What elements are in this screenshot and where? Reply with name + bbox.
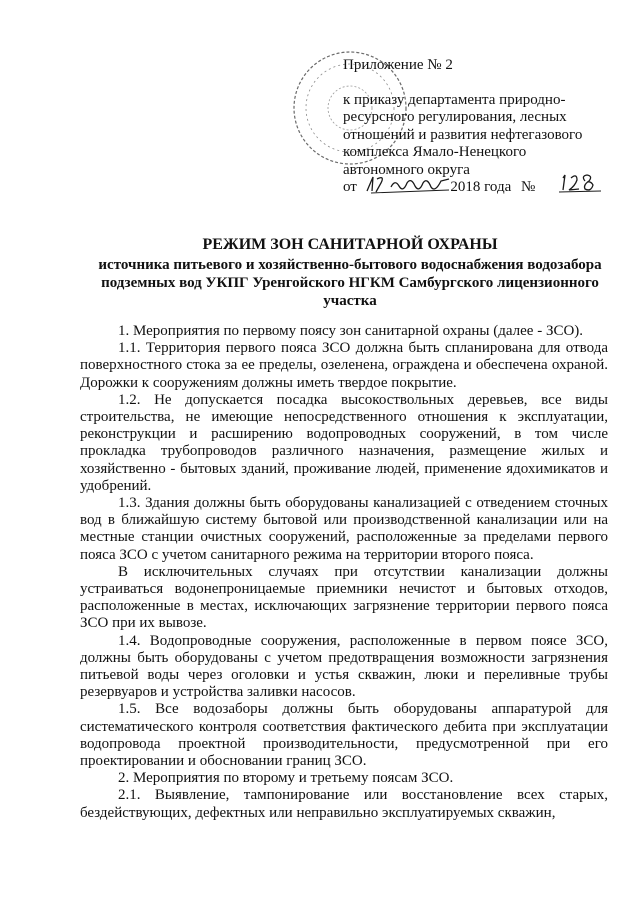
paragraph: В исключительных случаях при отсутствии канализации должны устраиваться водонепроницаемые приемники нечистот и бытовых отходов, расположенные в местах, исключающих загрязнение территории первого пояса ЗСО при их вывозе.: [80, 563, 608, 632]
paragraph: 1. Мероприятия по первому поясу зон санитарной охраны (далее - ЗСО).: [118, 323, 584, 339]
paragraph: 2.1. Выявление, тампонирование или восстановление всех старых, бездействующих, дефектных или неправильно эксплуатируемых скважин,: [80, 787, 608, 821]
paragraph: 1.2. Не допускается посадка высокоствольных деревьев, все виды строительства, не имеющие непосредственного отношения к эксплуатации, реконструкции и расширению водопроводных сооружений, в том числе прокладка трубопроводов различного назначения, размещение жилых и хозяйственно - бытовых зданий, проживание людей, применение ядохимикатов и удобрений.: [80, 391, 608, 494]
appendix-date-row: [343, 179, 613, 197]
date-prefix: от: [343, 179, 357, 195]
appendix-line: комплекса Ямало-Ненецкого: [343, 144, 527, 160]
number-sign: №: [521, 179, 536, 195]
paragraph: 1.1. Территория первого пояса ЗСО должна быть спланирована для отвода поверхностного стока за ее пределы, озеленена, ограждена и обеспечена охраной. Дорожки к сооружениям должны иметь твердое покрытие.: [80, 340, 608, 391]
heading-sub: источника питьевого и хозяйственно-бытового водоснабжения водозабора подземных вод УКПГ Уренгойского НГКМ Самбургского лицензионного участка: [98, 257, 602, 309]
document-heading: [90, 236, 610, 310]
paragraph: 1.3. Здания должны быть оборудованы канализацией с отведением сточных вод в ближайшую систему бытовой или производственной канализации или на местные станции очистных сооружений, расположенные за пределами первого пояса ЗСО с учетом санитарного режима на территории второго пояса.: [80, 495, 608, 563]
appendix-line: автономного округа: [343, 161, 470, 178]
appendix-line: ресурсного регулирования, лесных: [343, 109, 567, 125]
appendix-title: Приложение № 2: [343, 57, 453, 73]
handwritten-number: [557, 170, 603, 196]
document-body: [80, 323, 608, 822]
handwritten-date: [363, 171, 453, 197]
appendix-block: [343, 57, 613, 197]
date-year: 2018 года: [450, 179, 512, 195]
appendix-line: отношений и развития нефтегазового: [343, 126, 583, 143]
paragraph: 1.5. Все водозаборы должны быть оборудованы аппаратурой для систематического контроля соответствия фактического дебита при эксплуатации водопровода проектной производительности, предусмотренной при его проектировании и обосновании границ ЗСО.: [80, 701, 608, 770]
heading-main: РЕЖИМ ЗОН САНИТАРНОЙ ОХРАНЫ: [202, 236, 498, 253]
appendix-line: к приказу департамента природно-: [343, 91, 566, 108]
paragraph: 2. Мероприятия по второму и третьему поясам ЗСО.: [118, 770, 454, 787]
paragraph: 1.4. Водопроводные сооружения, расположенные в первом поясе ЗСО, должны быть оборудованы с учетом предотвращения возможности загрязнения питьевой воды через оголовки и устья скважин, люки и переливные трубы резервуаров и устройства заливки насосов.: [80, 632, 608, 701]
